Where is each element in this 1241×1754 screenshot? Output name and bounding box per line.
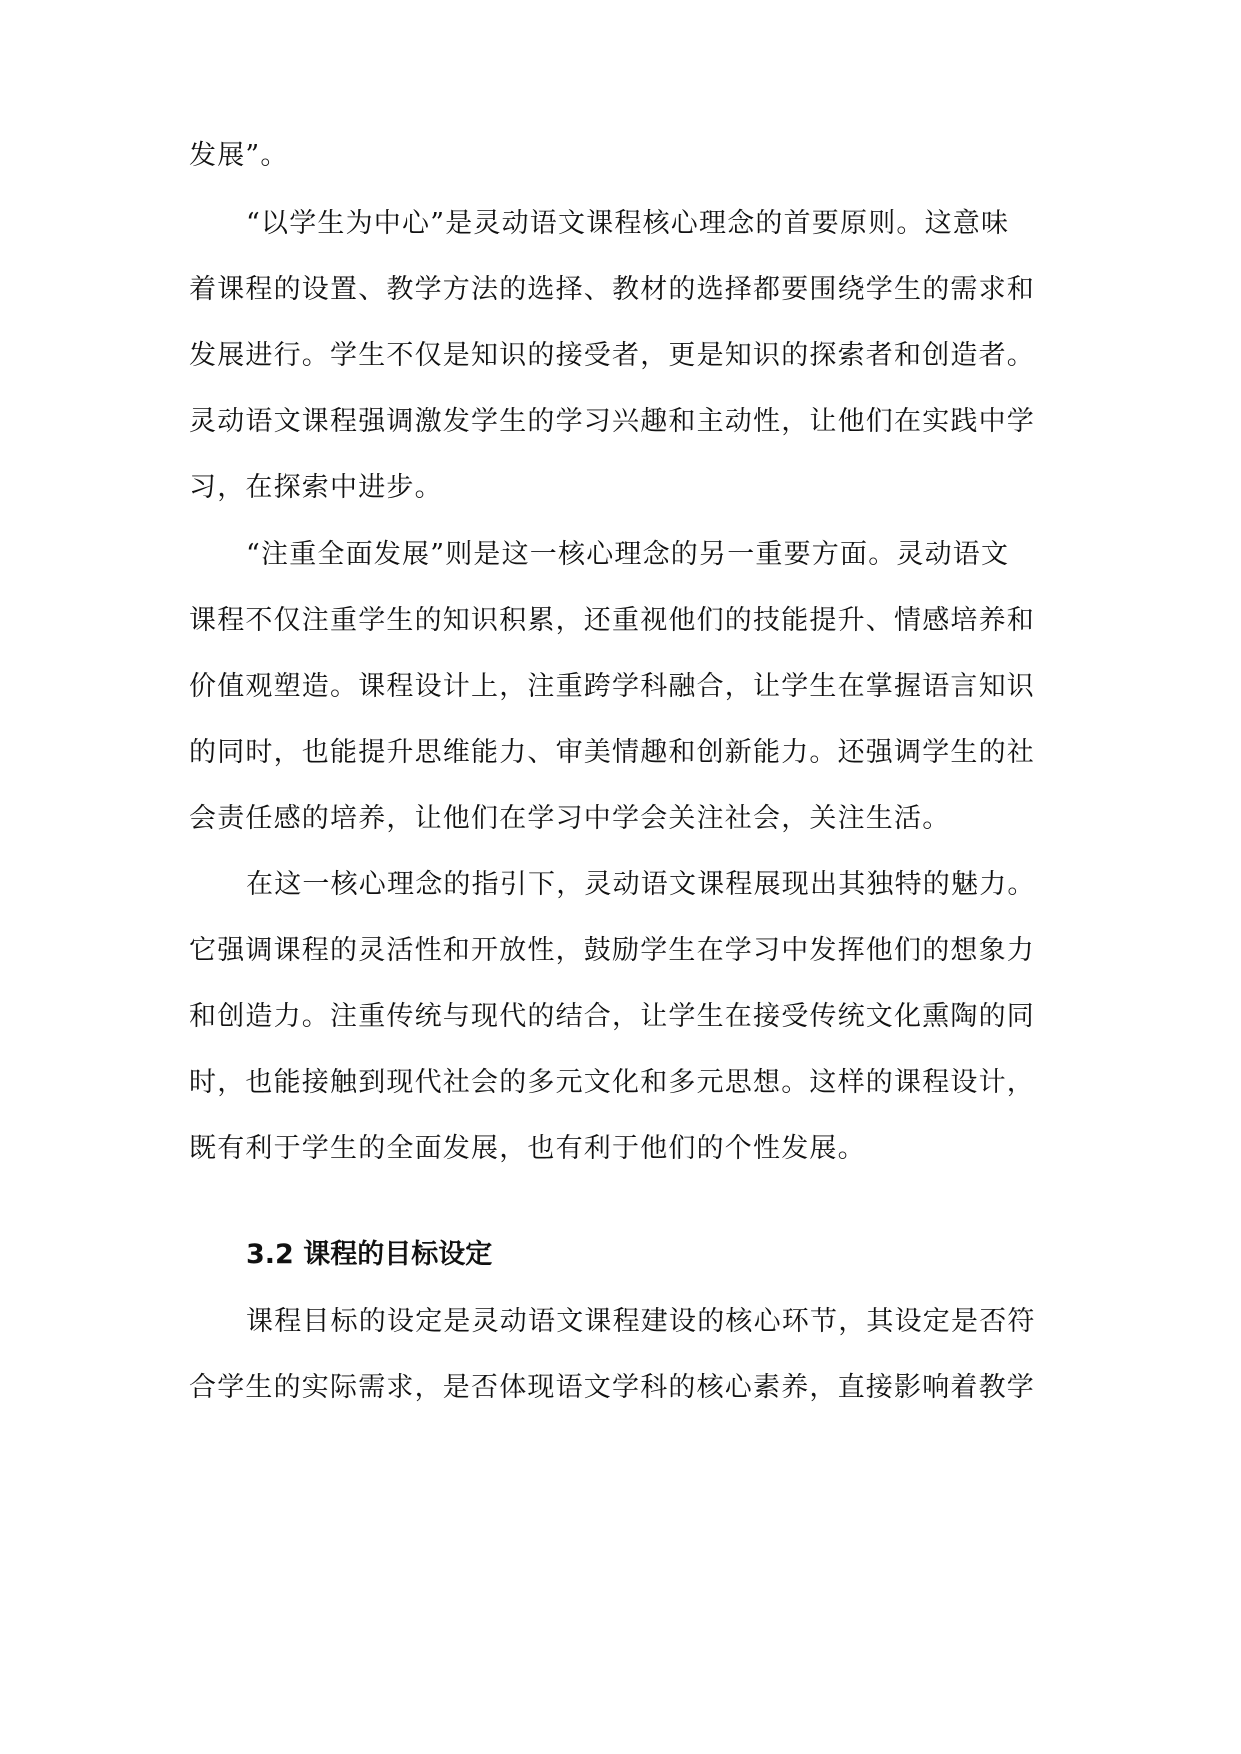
text-line: 合学生的实际需求，是否体现语文学科的核心素养，直接影响着教学 bbox=[189, 1372, 1035, 1403]
paragraph-line: 在这一核心理念的指引下，灵动语文课程展现出其独特的魅力。 bbox=[246, 869, 1036, 900]
text-line: 价值观塑造。课程设计上，注重跨学科融合，让学生在掌握语言知识 bbox=[189, 671, 1035, 702]
paragraph-line: “注重全面发展”则是这一核心理念的另一重要方面。灵动语文 bbox=[246, 539, 1010, 570]
paragraph-line: “以学生为中心”是灵动语文课程核心理念的首要原则。这意味 bbox=[246, 208, 1010, 239]
text-line: 发展”。 bbox=[189, 140, 289, 171]
text-line: 它强调课程的灵活性和开放性，鼓励学生在学习中发挥他们的想象力 bbox=[189, 935, 1035, 966]
text-line: 既有利于学生的全面发展，也有利于他们的个性发展。 bbox=[189, 1133, 866, 1164]
text-line: 发展进行。学生不仅是知识的接受者，更是知识的探索者和创造者。 bbox=[189, 340, 1035, 371]
text-line: 的同时，也能提升思维能力、审美情趣和创新能力。还强调学生的社 bbox=[189, 737, 1035, 768]
text-line: 时，也能接触到现代社会的多元文化和多元思想。这样的课程设计， bbox=[189, 1067, 1035, 1098]
text-line: 习，在探索中进步。 bbox=[189, 472, 443, 503]
text-line: 课程不仅注重学生的知识积累，还重视他们的技能提升、情感培养和 bbox=[189, 605, 1035, 636]
paragraph-line: 课程目标的设定是灵动语文课程建设的核心环节，其设定是否符 bbox=[246, 1306, 1036, 1337]
text-line: 和创造力。注重传统与现代的结合，让学生在接受传统文化熏陶的同 bbox=[189, 1001, 1035, 1032]
text-line: 会责任感的培养，让他们在学习中学会关注社会，关注生活。 bbox=[189, 803, 951, 834]
text-line: 着课程的设置、教学方法的选择、教材的选择都要围绕学生的需求和 bbox=[189, 274, 1035, 305]
text-line: 灵动语文课程强调激发学生的学习兴趣和主动性，让他们在实践中学 bbox=[189, 406, 1035, 437]
section-heading: 3.2 课程的目标设定 bbox=[246, 1239, 493, 1270]
